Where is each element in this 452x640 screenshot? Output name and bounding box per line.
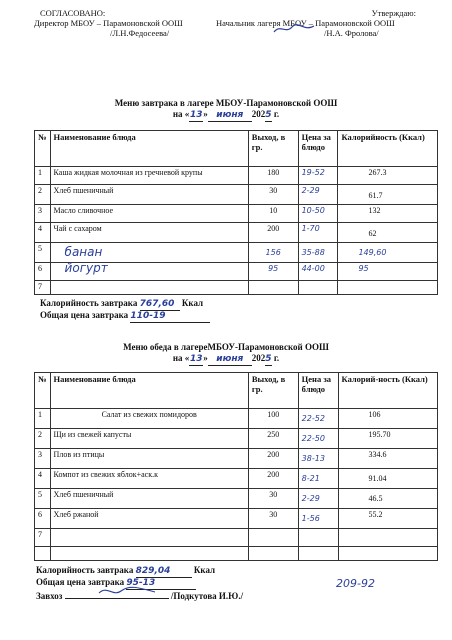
lunch-table bbox=[34, 372, 438, 561]
manager-signature-line: Завхоз /Подкутова И.Ю./ bbox=[36, 589, 243, 602]
col-name: Наименование блюда bbox=[50, 131, 248, 167]
col-out: Выход, в гр. bbox=[248, 373, 298, 409]
table-row bbox=[35, 547, 438, 561]
lunch-year: 5 bbox=[265, 354, 272, 364]
table-row: 7 bbox=[35, 529, 438, 547]
table-row: 7 bbox=[35, 281, 438, 295]
confirm-position: Начальник лагеря МБОУ – Парамоновской ООШ bbox=[216, 18, 395, 28]
breakfast-title: Меню завтрака в лагере МБОУ-Парамоновской ООШ bbox=[114, 98, 338, 108]
lunch-month: июня bbox=[208, 354, 252, 366]
approval-block bbox=[34, 8, 214, 38]
approval-title: СОГЛАСОВАНО: bbox=[40, 8, 106, 18]
table-row: 3 Масло сливочное 10 10-50 132 bbox=[35, 205, 438, 223]
approval-name: /Л.Н.Федосеева/ bbox=[110, 28, 170, 38]
table-row: 4 Компот из свежих яблок+аск.к 200 8-21 91.04 bbox=[35, 469, 438, 489]
table-header-row bbox=[35, 131, 438, 167]
handwritten-total: 209-92 bbox=[336, 577, 375, 590]
lunch-title: Меню обеда в лагереМБОУ-Парамоновской ООШ bbox=[123, 342, 329, 352]
lunch-date: на «13» июня 2025 г. bbox=[172, 353, 280, 364]
table-row: 6 Хлеб ржаной 30 1-56 55.2 bbox=[35, 509, 438, 529]
table-row: 2 Хлеб пшеничный 30 2-29 61.7 bbox=[35, 185, 438, 205]
table-row: 4 Чай с сахаром 200 1-70 62 bbox=[35, 223, 438, 243]
lunch-calories: Калорийность завтрака 829,04 Ккал bbox=[36, 565, 216, 576]
breakfast-month: июня bbox=[208, 110, 252, 122]
confirm-name: /Н.А. Фролова/ bbox=[324, 28, 379, 38]
signature-image bbox=[272, 22, 316, 36]
approval-position: Директор МБОУ – Парамоновской ООШ bbox=[34, 18, 183, 28]
table-row: 1 Каша жидкая молочная из гречневой крупы 180 19-52 267.3 bbox=[35, 167, 438, 185]
col-num: № bbox=[35, 373, 51, 409]
table-row: 5 банан 156 35-88 149,60 bbox=[35, 243, 438, 263]
breakfast-year: 5 bbox=[265, 110, 272, 120]
breakfast-table bbox=[34, 130, 438, 295]
col-name: Наименование блюда bbox=[50, 373, 248, 409]
col-cal: Калорийность (Ккал) bbox=[338, 131, 438, 167]
table-header-row bbox=[35, 373, 438, 409]
manager-signature-image bbox=[97, 585, 157, 597]
col-cal: Калорий-ность (Ккал) bbox=[338, 373, 437, 409]
col-price: Цена за блюдо bbox=[298, 373, 338, 409]
breakfast-total-price: Общая цена завтрака 110-19 bbox=[40, 310, 210, 323]
table-row: 3 Плов из птицы 200 38-13 334.6 bbox=[35, 449, 438, 469]
table-row: 6 йогурт 95 44-00 95 bbox=[35, 263, 438, 281]
col-num: № bbox=[35, 131, 51, 167]
lunch-day: 13 bbox=[190, 354, 203, 364]
confirm-title: Утверждаю: bbox=[371, 8, 416, 18]
table-row: 1 Салат из свежих помидоров 100 22-52 106 bbox=[35, 409, 438, 429]
breakfast-date: на «13» июня 2025 г. bbox=[172, 109, 280, 120]
col-out: Выход, в гр. bbox=[248, 131, 298, 167]
breakfast-day: 13 bbox=[190, 110, 203, 120]
table-row: 5 Хлеб пшеничный 30 2-29 46.5 bbox=[35, 489, 438, 509]
table-row: 2 Щи из свежей капусты 250 22-50 195.70 bbox=[35, 429, 438, 449]
lunch-total-price: Общая цена завтрака 95-13 bbox=[36, 577, 196, 590]
confirm-block bbox=[216, 8, 436, 38]
col-price: Цена за блюдо bbox=[298, 131, 338, 167]
breakfast-calories: Калорийность завтрака 767,60 Ккал bbox=[40, 298, 204, 309]
